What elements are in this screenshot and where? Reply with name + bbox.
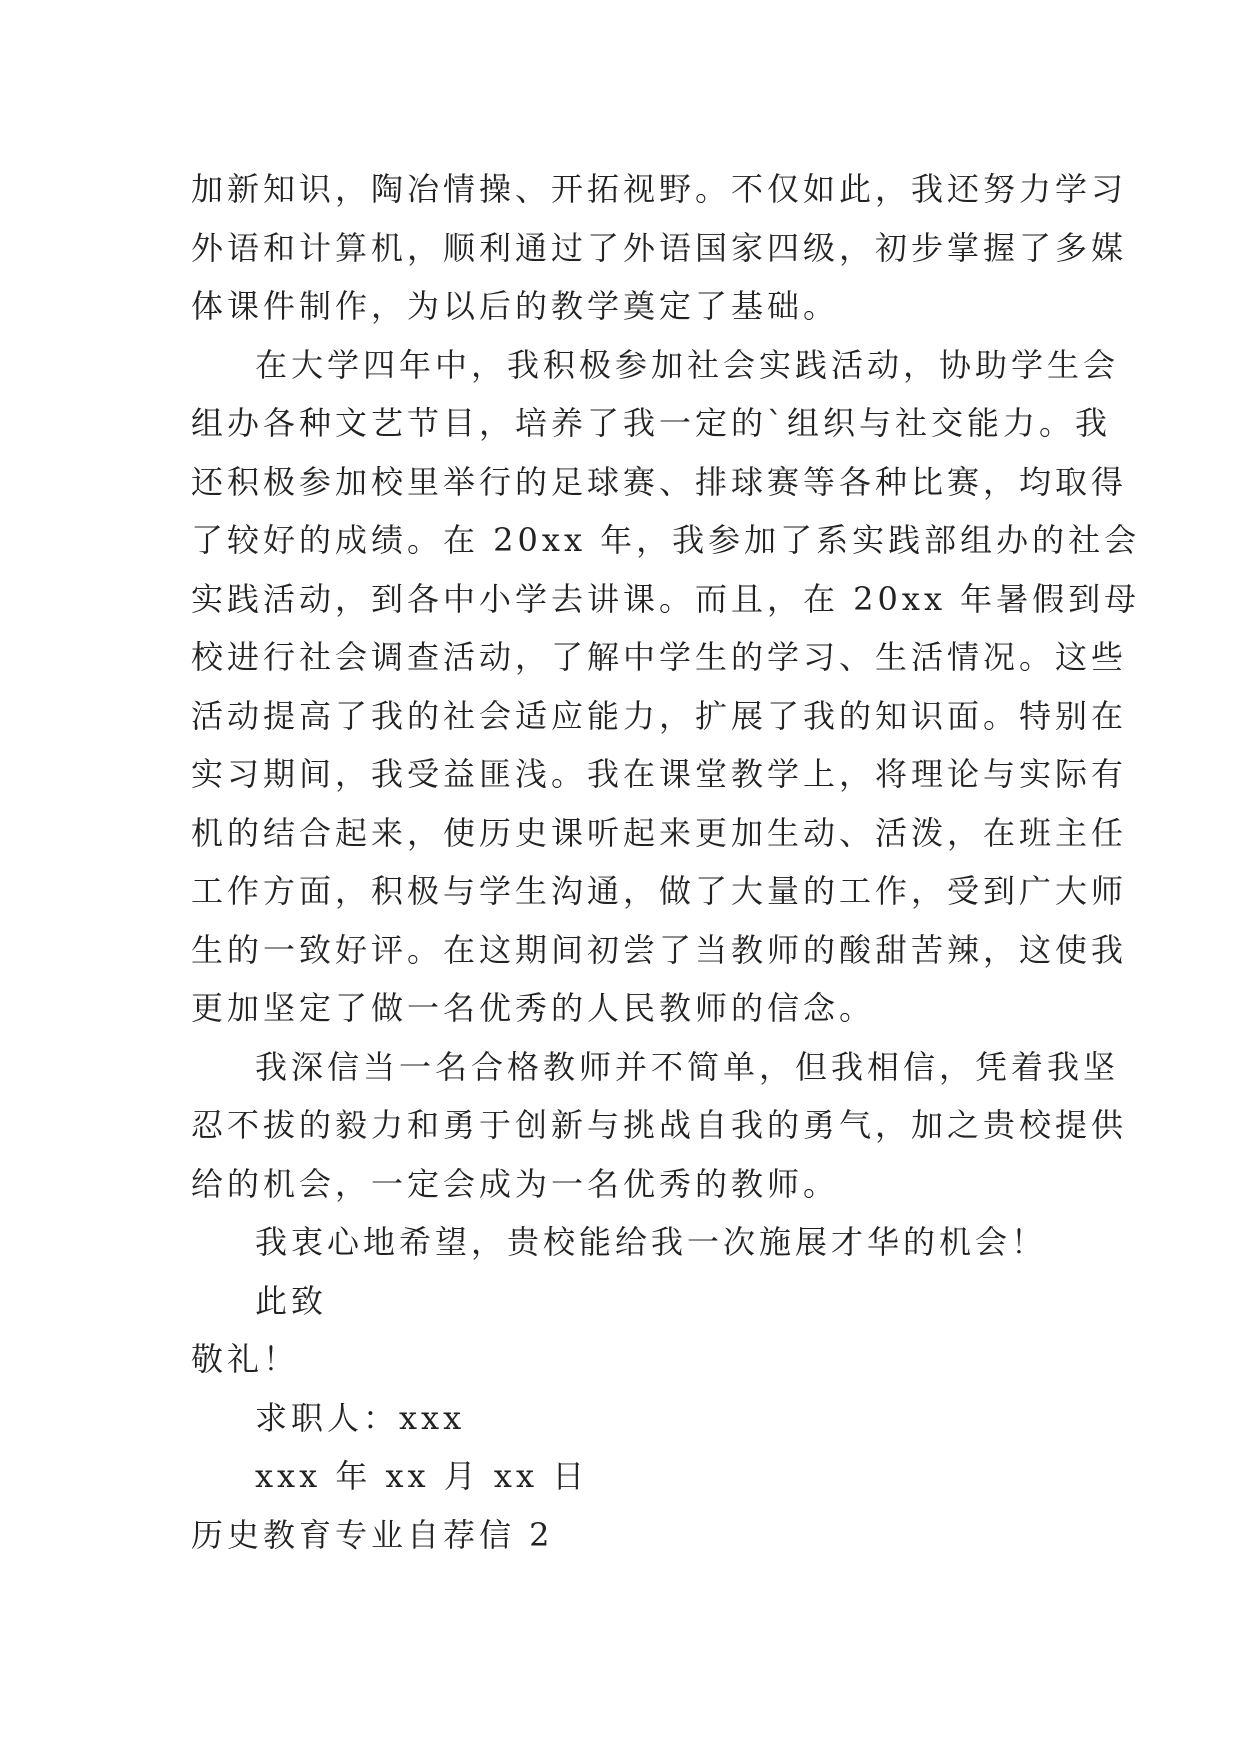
paragraph-line: 校进行社会调查活动，了解中学生的学习、生活情况。这些 xyxy=(191,638,1128,676)
signature-line: 求职人：xxx xyxy=(255,1398,466,1437)
paragraph-line: 还积极参加校里举行的足球赛、排球赛等各种比赛，均取得 xyxy=(191,462,1128,501)
paragraph-line: 组办各种文艺节目，培养了我一定的`组织与社交能力。我 xyxy=(191,404,1112,442)
paragraph-line: 忍不拔的毅力和勇于创新与挑战自我的勇气，加之贵校提供 xyxy=(191,1106,1128,1144)
paragraph-line: 生的一致好评。在这期间初尝了当教师的酸甜苦辣，这使我 xyxy=(191,930,1128,969)
salute-line: 敬礼！ xyxy=(191,1340,300,1378)
paragraph-line: 在大学四年中，我积极参加社会实践活动，协助学生会 xyxy=(255,345,1120,384)
paragraph-line: 活动提高了我的社会适应能力，扩展了我的知识面。特别在 xyxy=(191,696,1128,735)
letter-body xyxy=(191,160,1141,1564)
date-line: xxx 年 xx 月 xx 日 xyxy=(255,1457,589,1495)
paragraph-line: 机的结合起来，使历史课听起来更加生动、活泼，在班主任 xyxy=(191,813,1128,852)
paragraph-line: 更加坚定了做一名优秀的人民教师的信念。 xyxy=(191,989,876,1027)
paragraph-line: 了较好的成绩。在 20xx 年，我参加了系实践部组办的社会 xyxy=(191,521,1141,559)
next-letter-title: 历史教育专业自荐信 2 xyxy=(191,1515,554,1554)
paragraph-line: 我衷心地希望，贵校能给我一次施展才华的机会！ xyxy=(255,1223,1048,1261)
paragraph-line: 加新知识，陶冶情操、开拓视野。不仅如此，我还努力学习 xyxy=(191,170,1128,208)
paragraph-line: 工作方面，积极与学生沟通，做了大量的工作，受到广大师 xyxy=(191,872,1128,910)
paragraph-line: 实习期间，我受益匪浅。我在课堂教学上，将理论与实际有 xyxy=(191,755,1128,793)
closing-line: 此致 xyxy=(255,1281,328,1320)
paragraph-line: 实践活动，到各中小学去讲课。而且，在 20xx 年暑假到母 xyxy=(191,579,1141,618)
paragraph-line: 外语和计算机，顺利通过了外语国家四级，初步掌握了多媒 xyxy=(191,228,1128,267)
paragraph-line: 体课件制作，为以后的教学奠定了基础。 xyxy=(191,287,840,325)
paragraph-line: 给的机会，一定会成为一名优秀的教师。 xyxy=(191,1164,840,1203)
paragraph-line: 我深信当一名合格教师并不简单，但我相信，凭着我坚 xyxy=(255,1047,1120,1086)
